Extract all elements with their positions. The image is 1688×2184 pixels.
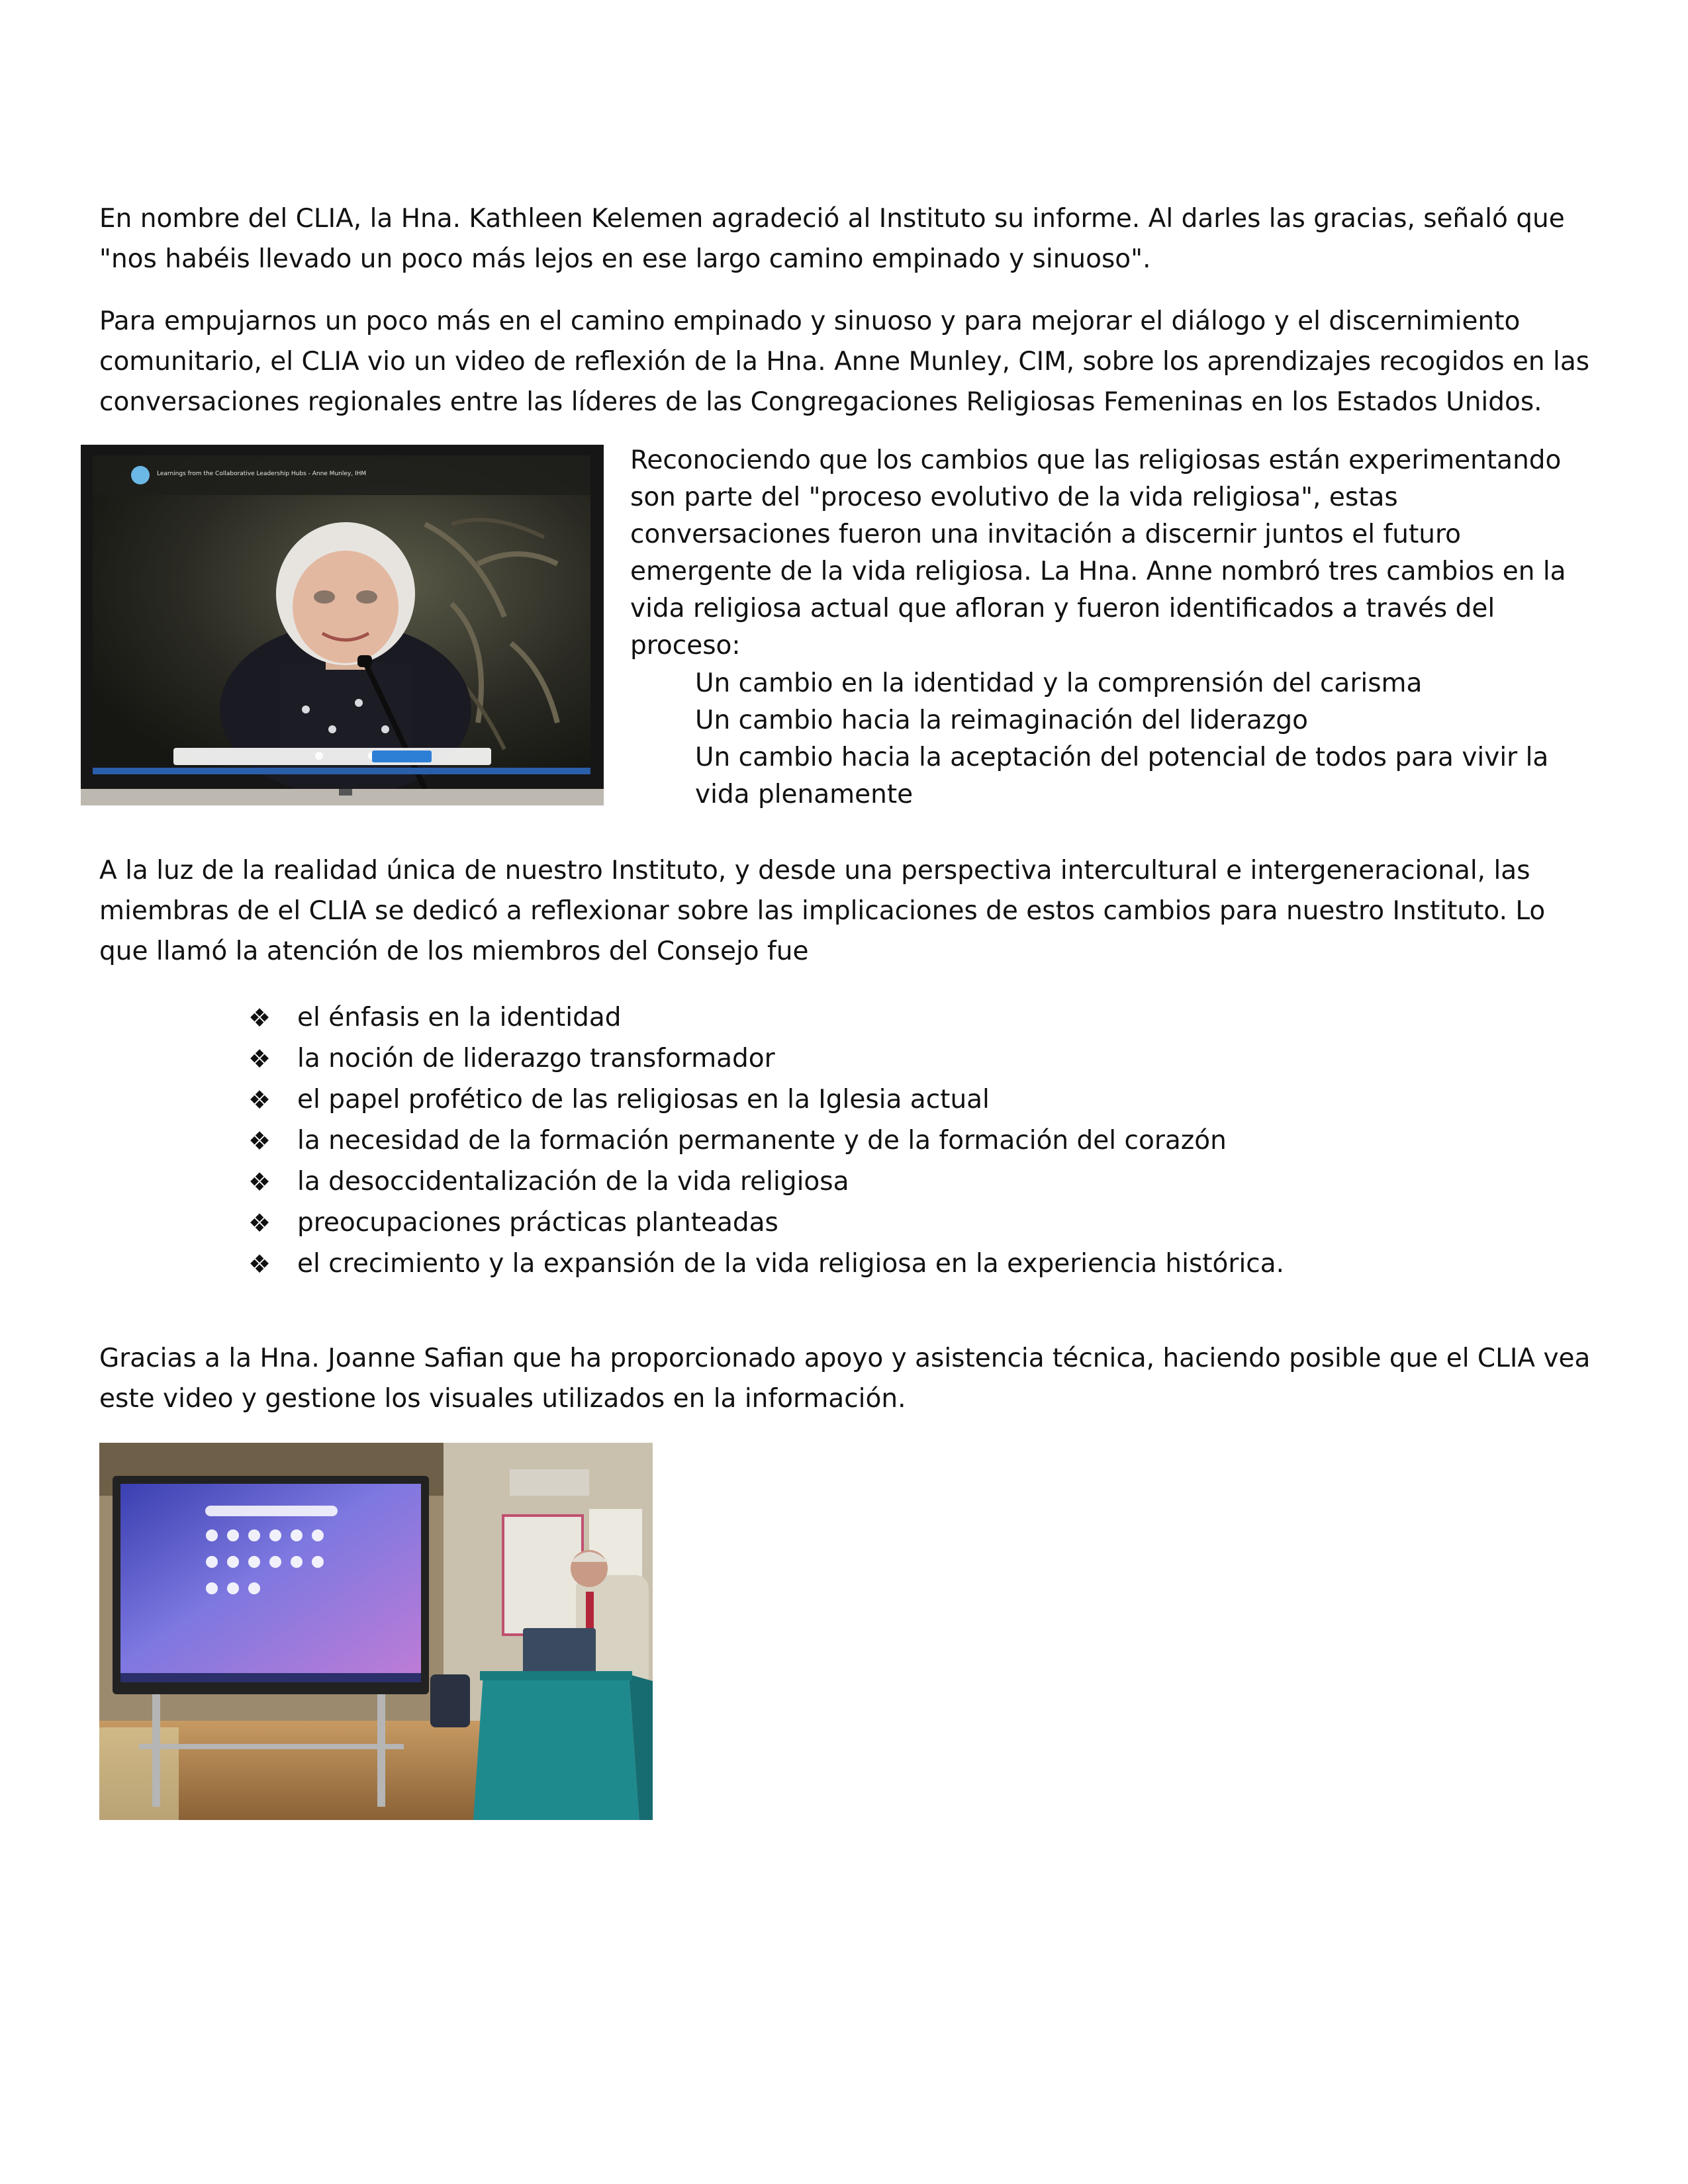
- list-item: ❖ el énfasis en la identidad: [248, 997, 1506, 1038]
- paragraph-acknowledgement: Gracias a la Hna. Joanne Safian que ha proporcionado apoyo y asistencia técnica, haciendo posible que el CLIA vea este video y gestione los visuales utilizados en la información.: [99, 1343, 1591, 1414]
- shift-item: Un cambio en la identidad y la comprensión del carisma: [695, 668, 1423, 698]
- paragraph-thanks-institute: En nombre del CLIA, la Hna. Kathleen Kelemen agradeció al Instituto su informe. Al darles las gracias, señaló que "nos habéis llevado un poco más lejos en ese largo camino empinado y sinuoso".: [99, 204, 1565, 274]
- list-item: ❖ el crecimiento y la expansión de la vida religiosa en la experiencia histórica.: [248, 1244, 1506, 1285]
- diamond-bullet-icon: ❖: [248, 1003, 271, 1032]
- diamond-bullet-icon: ❖: [248, 1044, 271, 1073]
- video-title-text: Learnings from the Collaborative Leadership Hubs - Anne Munley, IHM: [157, 471, 367, 477]
- room-presentation-photo: [99, 1443, 653, 1820]
- shift-item: Un cambio hacia la aceptación del potencial de todos para vivir la vida plenamente: [695, 743, 1549, 809]
- shifts-list: [695, 665, 1595, 813]
- shift-item: Un cambio hacia la reimaginación del liderazgo: [695, 705, 1308, 735]
- list-item: ❖ la noción de liderazgo transformador: [248, 1038, 1506, 1079]
- room-presentation-illustration: [99, 1443, 653, 1820]
- diamond-bullet-icon: ❖: [248, 1167, 271, 1197]
- list-item: ❖ preocupaciones prácticas planteadas: [248, 1203, 1506, 1244]
- paragraph-video-intro: Para empujarnos un poco más en el camino empinado y sinuoso y para mejorar el diálogo y el discernimiento comunitario, el CLIA vio un video de reflexión de la Hna. Anne Munley, CIM, sobre los aprendizajes recogidos en las conversaciones regionales entre las líderes de las Congregaciones Religiosas Femeninas en los Estados Unidos.: [99, 306, 1590, 417]
- paragraph-reflection: Reconociendo que los cambios que las religiosas están experimentando son parte del "proceso evolutivo de la vida religiosa", estas conversaciones fueron una invitación a discernir juntos el futuro emergente de la vida religiosa. La Hna. Anne nombró tres cambios en la vida religiosa actual que afloran y fueron identificados a través del proceso:: [630, 445, 1566, 660]
- diamond-bullet-icon: ❖: [248, 1208, 271, 1238]
- list-item: ❖ el papel profético de las religiosas en la Iglesia actual: [248, 1079, 1506, 1120]
- council-points-list: [248, 997, 1506, 1285]
- video-screen-photo: [81, 445, 604, 805]
- list-item: ❖ la necesidad de la formación permanente y de la formación del corazón: [248, 1120, 1506, 1161]
- diamond-bullet-icon: ❖: [248, 1126, 271, 1156]
- video-screen-illustration: [81, 445, 604, 805]
- diamond-bullet-icon: ❖: [248, 1250, 271, 1279]
- diamond-bullet-icon: ❖: [248, 1085, 271, 1115]
- paragraph-council-reflection: A la luz de la realidad única de nuestro Instituto, y desde una perspectiva intercultural e intergeneracional, las miembras de el CLIA se dedicó a reflexionar sobre las implicaciones de estos cambios para nuestro Instituto. Lo que llamó la atención de los miembros del Consejo fue: [99, 856, 1546, 966]
- list-item: ❖ la desoccidentalización de la vida religiosa: [248, 1161, 1506, 1203]
